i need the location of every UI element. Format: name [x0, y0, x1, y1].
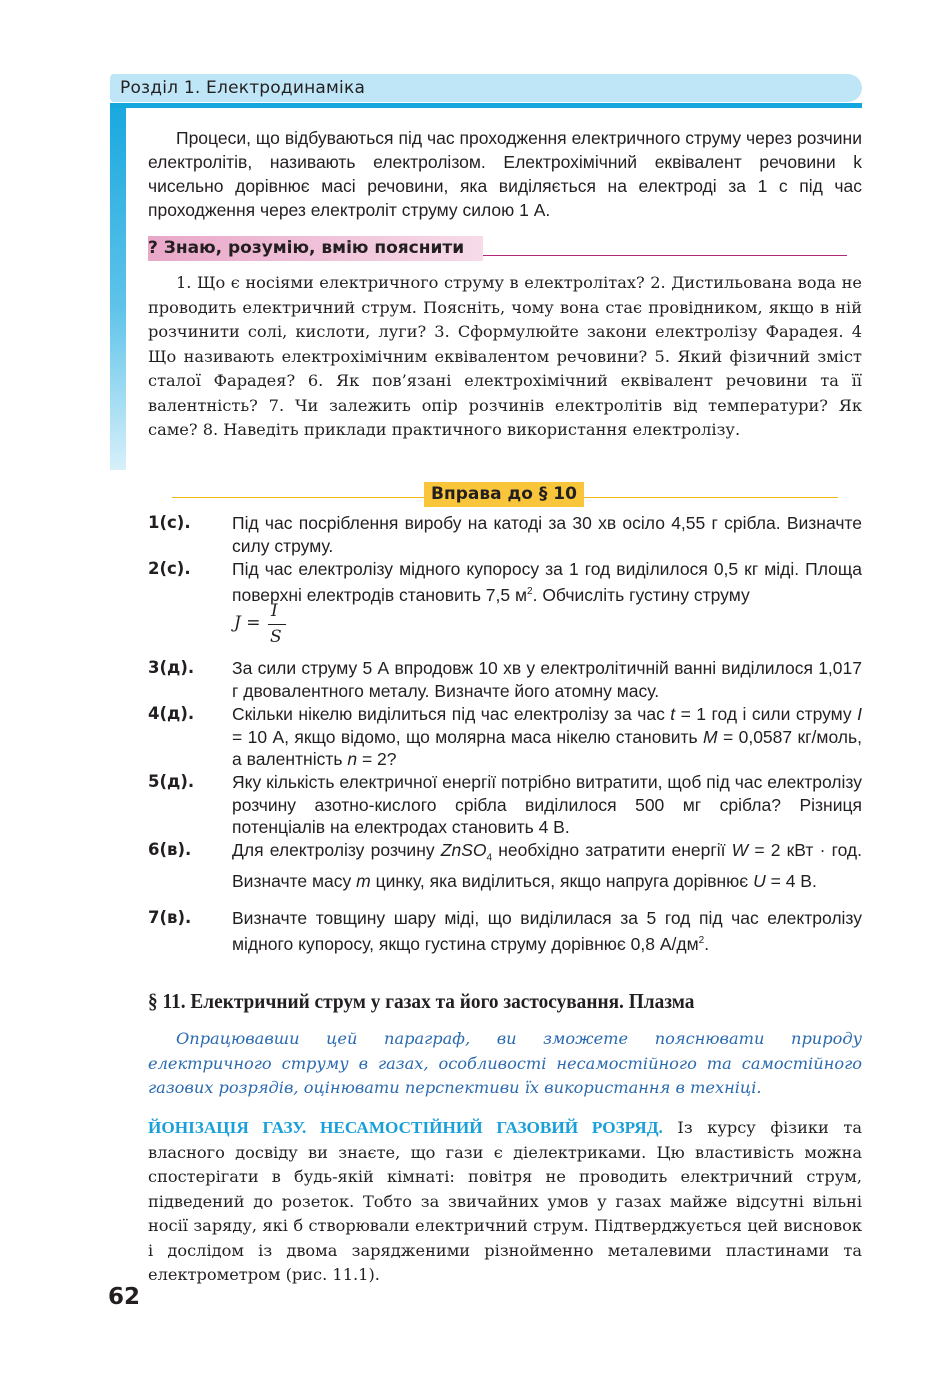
- intro-text: Процеси, що відбуваються під час проходження електричного струму через розчини електролітів, називають електролізом. Електрохімічний еквівалент речовини k чисельно дорівнює масі речовини, яка виділяється на електроді за 1 с під час проходження через електроліт струму силою 1 А.: [148, 128, 862, 220]
- task-number: 4(д).: [148, 704, 195, 723]
- chapter-header: [110, 74, 862, 102]
- task-number: 7(в).: [148, 908, 192, 927]
- task-text: Скільки нікелю виділиться під час електролізу за час t = 1 год і сили струму I = 10 А, якщо відомо, що молярна маса нікелю становить M = 0,0587 кг/моль, а валентність n = 2?: [232, 704, 862, 770]
- task-7: [148, 907, 862, 955]
- task-text: Під час електролізу мідного купоросу за 1 год виділилося 0,5 кг міді. Площа поверхні електродів становить 7,5 $м^2$. Обчисліть густину струму: [232, 559, 862, 605]
- task-number: 6(в).: [148, 840, 192, 859]
- task-number: 1(с).: [148, 513, 191, 532]
- section-title: § 11. Електричний струм у газах та його застосування. Плазма: [148, 989, 695, 1013]
- know-title-rule: [483, 255, 847, 256]
- task-3: [148, 657, 862, 702]
- task-text: За сили струму 5 А впродовж 10 хв у електролітичній ванні виділилося 1,017 г двовалентного металу. Визначте його атомну масу.: [232, 658, 862, 701]
- task-text: Під час посріблення виробу на катоді за 30 хв осіло 4,55 г срібла. Визначте силу струму.: [232, 513, 862, 556]
- chapter-title: Розділ 1. Електродинаміка: [120, 78, 366, 98]
- page-number: 62: [108, 1284, 141, 1310]
- fraction-bar: [268, 624, 286, 625]
- paragraph-lead: ЙОНІЗАЦІЯ ГАЗУ. НЕСАМОСТІЙНИЙ ГАЗОВИЙ РОЗРЯД.: [148, 1118, 663, 1137]
- intro-block: [148, 126, 862, 222]
- task-6: [148, 839, 862, 893]
- review-questions: [148, 271, 862, 443]
- exercise-title: Вправа до § 10: [424, 482, 584, 507]
- header-underline: [110, 103, 862, 108]
- task-5: [148, 771, 862, 839]
- paragraph-text: Із курсу фізики та власного досвіду ви знаєте, що гази є діелектриками. Цю властивість можна спостерігати в будь-якій кімнаті: повітря не проводить електричний струм, підведений до розеток. Тобто за звичайних умов у газах майже відсутні вільні носії заряду, які б створювали електричний струм. Підтверджується цей висновок і дослідом із двома зарядженими різнойменно металевими пластинами та електрометром (рис. 11.1).: [148, 1118, 862, 1284]
- task-number: 5(д).: [148, 772, 195, 791]
- questions-text: 1. Що є носіями електричного струму в електролітах? 2. Дистильована вода не проводить електричний струм. Поясніть, чому вона стає провідником, якщо в ній розчинити солі, кислоти, луги? 3. Сформулюйте закони електролізу Фарадея. 4 Що називають електрохімічним еквівалентом речовини? 5. Який фізичний зміст сталої Фарадея? 6. Як пов’язані електрохімічний еквівалент речовини та її валентність? 7. Чи залежить опір розчинів електролітів від температури? Як саме? 8. Наведіть приклади практичного використання електролізу.: [148, 273, 862, 439]
- side-accent-bar: [110, 108, 126, 470]
- section-paragraph: [148, 1116, 862, 1288]
- task-2: [148, 558, 862, 606]
- task-4: [148, 703, 862, 771]
- section-objective: Опрацювавши цей параграф, ви зможете пояснювати природу електричного струму в газах, особливості несамостійного та самостійного газових розрядів, оцінювати перспективи їх використання в техніці.: [148, 1029, 862, 1097]
- current-density-formula: J = I S: [234, 601, 294, 649]
- task-number: 2(с).: [148, 559, 191, 578]
- task-text: Визначте товщину шару міді, що виділилася за 5 год під час електролізу мідного купоросу, якщо густина струму дорівнює 0,8 $А/дм^2$.: [232, 908, 862, 954]
- task-number: 3(д).: [148, 658, 195, 677]
- know-title: ? Знаю, розумію, вмію пояснити: [148, 238, 465, 258]
- task-text: Яку кількість електричної енергії потрібно витратити, щоб під час електролізу розчину азотно-кислого срібла виділилося 500 мг срібла? Різниця потенціалів на електродах становить 4 В.: [232, 772, 862, 838]
- task-1: [148, 512, 862, 557]
- task-text: Для електролізу розчину ZnSO$_4$ необхідно затратити енергії W = 2 кВт · год. Визначте масу m цинку, яка виділиться, якщо напруга дорівнює U = 4 В.: [232, 840, 862, 892]
